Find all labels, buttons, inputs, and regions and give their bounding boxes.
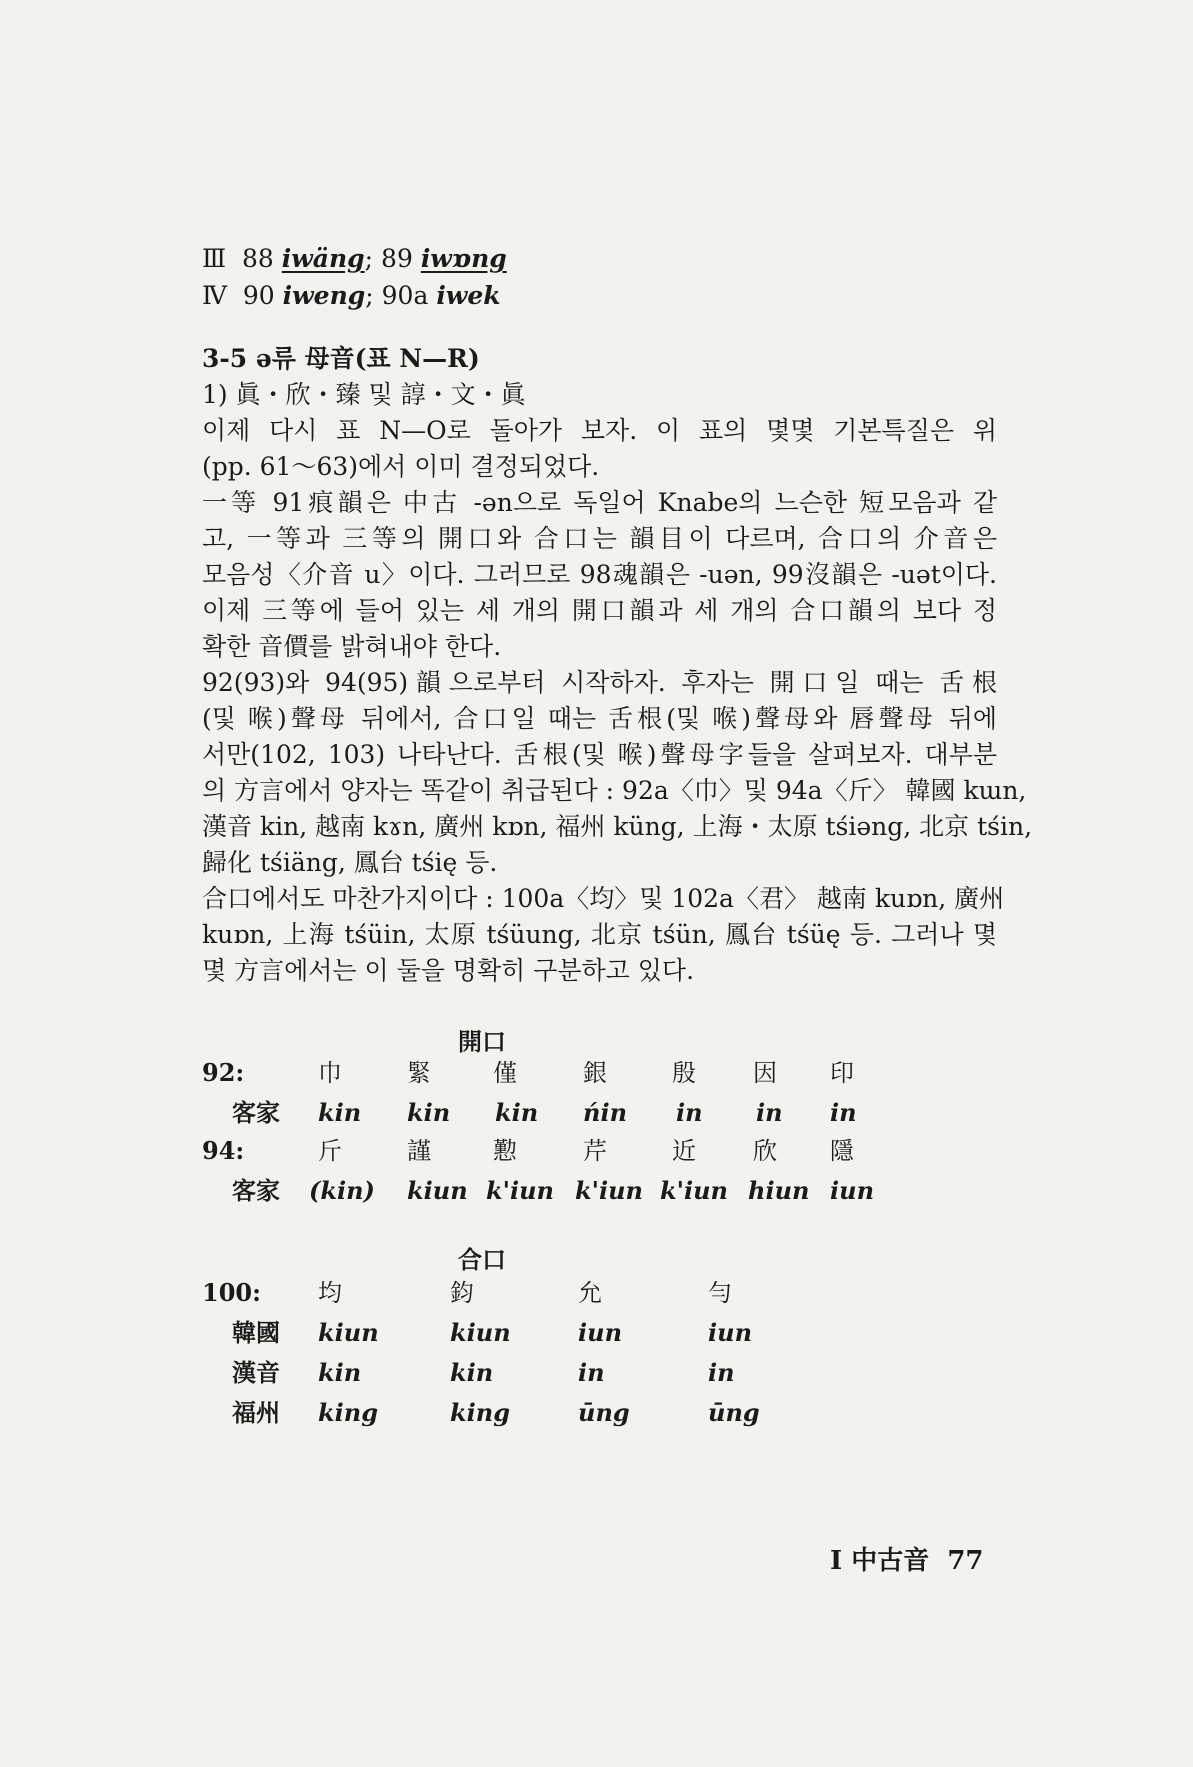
table-cell: iun bbox=[578, 1318, 623, 1347]
paragraph-line: 몇 方言에서는 이 둘을 명확히 구분하고 있다. bbox=[202, 956, 695, 985]
table-cell: k'iun bbox=[575, 1176, 643, 1205]
table-cell: king bbox=[450, 1398, 510, 1427]
table-cell: in bbox=[676, 1098, 703, 1127]
dialect-label: 韓國 bbox=[232, 1318, 280, 1347]
vowel-line-3: Ⅲ 88 iwäng; 89 iwɒng bbox=[202, 244, 507, 273]
table-cell: (kin) bbox=[309, 1176, 375, 1205]
table-cell: 銀 bbox=[583, 1059, 607, 1087]
table-cell: 懃 bbox=[493, 1137, 517, 1165]
table-cell: kiun bbox=[407, 1176, 468, 1205]
table-cell: in bbox=[708, 1358, 735, 1387]
paragraph-line: 확한 音價를 밝혀내야 한다. bbox=[202, 632, 502, 661]
dialect-label: 漢音 bbox=[232, 1358, 280, 1387]
paragraph-line: kuɒn, 上海 tśüin, 太原 tśüung, 北京 tśün, 鳳台 tśüę 등. 그러나 몇 bbox=[202, 920, 997, 949]
row-label: 100: bbox=[202, 1278, 261, 1307]
table-cell: kin bbox=[318, 1358, 362, 1387]
table-cell: k'iun bbox=[486, 1176, 554, 1205]
table-cell: ńin bbox=[583, 1098, 628, 1127]
section-heading: 3-5 ə류 母音(표 N—R) bbox=[202, 344, 480, 373]
paragraph-line: 이제 三等에 들어 있는 세 개의 開口韻과 세 개의 合口韻의 보다 정 bbox=[202, 596, 997, 625]
paragraph-line: 歸化 tśiäng, 鳳台 tśię 등. bbox=[202, 848, 498, 877]
table-cell: kiun bbox=[450, 1318, 511, 1347]
table-cell: in bbox=[756, 1098, 783, 1127]
page-number: 77 bbox=[947, 1546, 984, 1576]
row-label: 92: bbox=[202, 1058, 245, 1087]
paragraph-line: 漢音 kin, 越南 kɤn, 廣州 kɒn, 福州 küng, 上海・太原 tśiəng, 北京 tśin, bbox=[202, 812, 1033, 841]
table-cell: 允 bbox=[578, 1279, 602, 1307]
table-cell: 均 bbox=[318, 1279, 342, 1307]
table-cell: ūng bbox=[578, 1398, 630, 1427]
paragraph-line: 一等 91痕韻은 中古 -ən으로 독일어 Knabe의 느슨한 短모음과 같 bbox=[202, 488, 997, 517]
table-cell: ūng bbox=[708, 1398, 760, 1427]
dialect-label: 客家 bbox=[232, 1098, 280, 1127]
table-cell: 印 bbox=[830, 1059, 854, 1087]
subsection-heading: 1) 眞・欣・臻 및 諄・文・眞 bbox=[202, 380, 526, 409]
paragraph-line: (pp. 61～63)에서 이미 결정되었다. bbox=[202, 452, 600, 481]
roman-numeral: Ⅲ bbox=[202, 244, 227, 273]
table-cell: kiun bbox=[318, 1318, 379, 1347]
paragraph-line: (및 喉)聲母 뒤에서, 合口일 때는 舌根(및 喉)聲母와 唇聲母 뒤에 bbox=[202, 704, 997, 733]
table-cell: 斤 bbox=[318, 1137, 342, 1165]
table-cell: kin bbox=[450, 1358, 494, 1387]
table-cell: 欣 bbox=[753, 1137, 777, 1165]
table-cell: 殷 bbox=[672, 1059, 696, 1087]
table-cell: 隱 bbox=[830, 1137, 854, 1165]
table-cell: 芹 bbox=[583, 1137, 607, 1165]
paragraph-line: 이제 다시 표 N—O로 돌아가 보자. 이 표의 몇몇 기본특질은 위 bbox=[202, 416, 997, 445]
table-cell: 巾 bbox=[318, 1059, 342, 1087]
table-cell: 僅 bbox=[493, 1059, 517, 1087]
paragraph-line: 고, 一等과 三等의 開口와 合口는 韻目이 다르며, 合口의 介音은 bbox=[202, 524, 997, 553]
table-title-kaikou: 開口 bbox=[458, 1027, 506, 1056]
table-cell: 鈞 bbox=[450, 1279, 474, 1307]
table-cell: iun bbox=[708, 1318, 753, 1347]
table-cell: in bbox=[830, 1098, 857, 1127]
table-title-hekou: 合口 bbox=[458, 1245, 506, 1274]
roman-numeral: Ⅳ bbox=[202, 281, 227, 310]
vowel-line-4: Ⅳ 90 iweng; 90a iwek bbox=[202, 281, 501, 310]
table-cell: 緊 bbox=[407, 1059, 431, 1087]
page-footer bbox=[830, 1540, 984, 1577]
paragraph-line: 모음성〈介音 u〉이다. 그러므로 98魂韻은 -uən, 99沒韻은 -uət이다. bbox=[202, 560, 997, 589]
dialect-label: 福州 bbox=[232, 1398, 280, 1427]
table-cell: 謹 bbox=[407, 1137, 431, 1165]
paragraph-line: 92(93)와 94(95)韻으로부터 시작하자. 후자는 開口일 때는 舌根 bbox=[202, 668, 997, 697]
table-cell: 因 bbox=[753, 1059, 777, 1087]
paragraph-line: 서만(102, 103) 나타난다. 舌根(및 喉)聲母字들을 살펴보자. 대부분 bbox=[202, 740, 997, 769]
table-cell: kin bbox=[407, 1098, 451, 1127]
paragraph-line: 合口에서도 마찬가지이다 : 100a〈均〉및 102a〈君〉 越南 kuɒn, 廣州 bbox=[202, 884, 1005, 913]
dialect-label: 客家 bbox=[232, 1176, 280, 1205]
table-cell: in bbox=[578, 1358, 605, 1387]
table-cell: kin bbox=[318, 1098, 362, 1127]
table-cell: iun bbox=[830, 1176, 875, 1205]
table-cell: hiun bbox=[748, 1176, 810, 1205]
table-cell: 近 bbox=[672, 1137, 696, 1165]
table-cell: king bbox=[318, 1398, 378, 1427]
paragraph-line: 의 方言에서 양자는 똑같이 취급된다 : 92a〈巾〉및 94a〈斤〉 韓國 kɯn, bbox=[202, 776, 1027, 805]
table-cell: kin bbox=[495, 1098, 539, 1127]
table-cell: 勻 bbox=[708, 1279, 732, 1307]
row-label: 94: bbox=[202, 1136, 245, 1165]
table-cell: k'iun bbox=[660, 1176, 728, 1205]
running-section-title: I 中古音 bbox=[830, 1546, 930, 1576]
